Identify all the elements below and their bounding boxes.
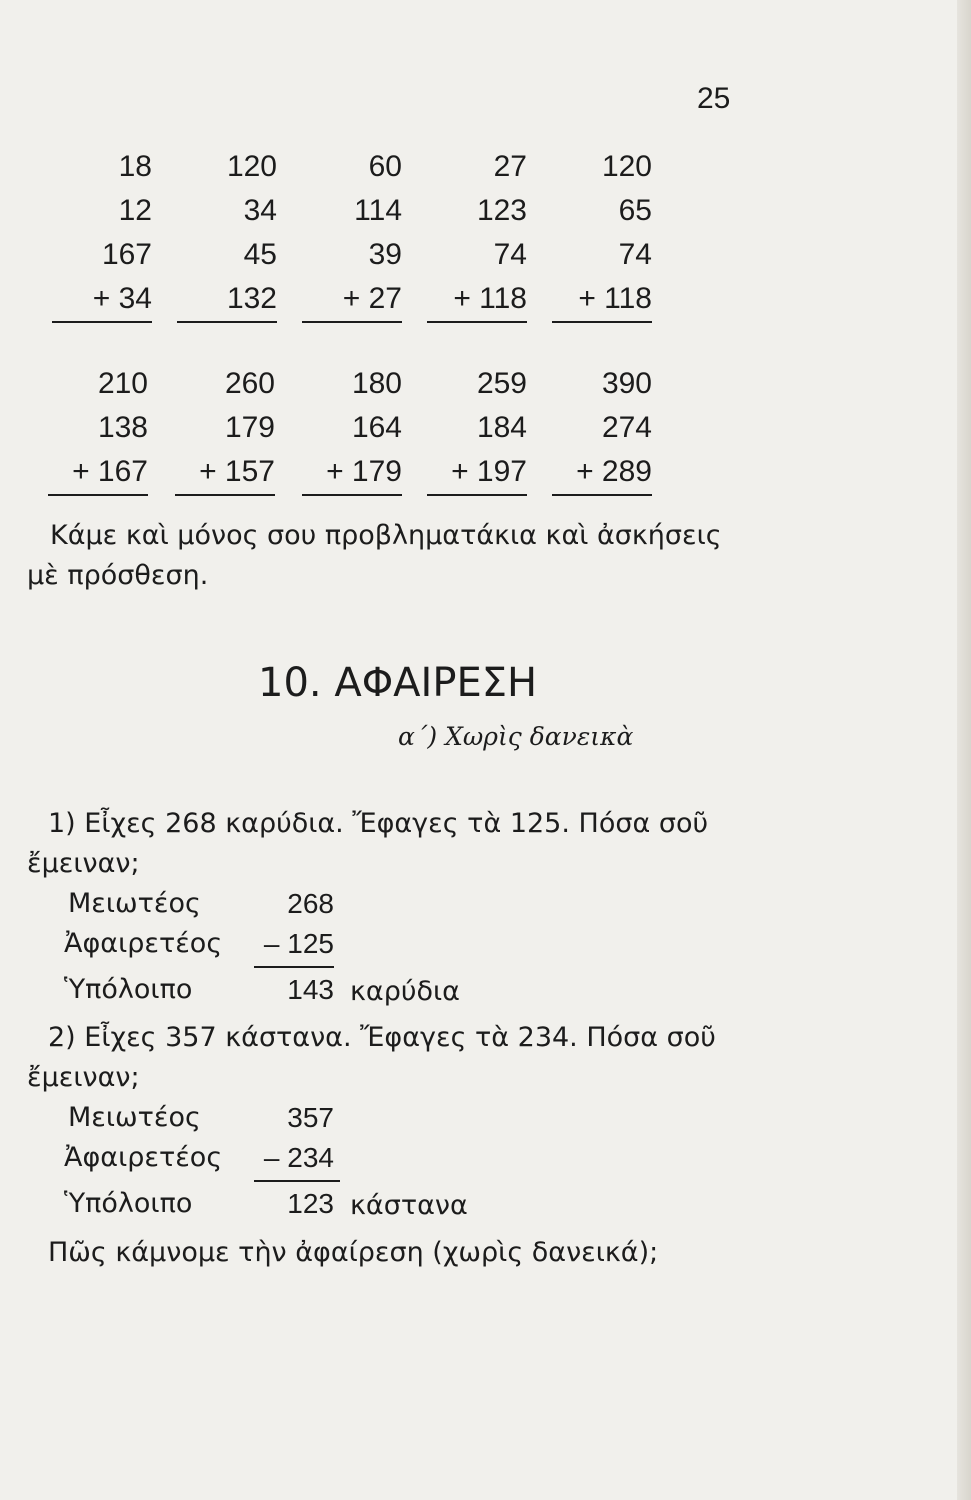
remainder-label: Ὑπόλοιπο bbox=[64, 974, 193, 1005]
addend: 65 bbox=[618, 194, 652, 227]
subtrahend-label: Ἀφαιρετέος bbox=[64, 928, 223, 959]
remainder-label: Ὑπόλοιπο bbox=[64, 1188, 193, 1219]
addend: 274 bbox=[601, 411, 652, 444]
addend-last: + 118 bbox=[427, 277, 527, 323]
addition-block bbox=[48, 362, 148, 496]
subtrahend-value: – 234 bbox=[263, 1142, 334, 1173]
addition-block bbox=[302, 362, 402, 496]
addend: 179 bbox=[224, 411, 275, 444]
addend-last: + 34 bbox=[52, 277, 152, 323]
addend: 39 bbox=[368, 238, 402, 271]
problem1-line1: 1) Εἶχες 268 καρύδια. Ἔφαγες τὰ 125. Πόσα σοῦ bbox=[48, 808, 709, 839]
subtrahend-value: – 125 bbox=[263, 928, 334, 959]
minuend-value: 357 bbox=[287, 1102, 334, 1133]
addition-block bbox=[177, 145, 277, 323]
subtrahend-label: Ἀφαιρετέος bbox=[64, 1142, 223, 1173]
closing-question: Πῶς κάμνομε τὴν ἀφαίρεση (χωρὶς δανεικά); bbox=[48, 1237, 659, 1268]
section-title: 10. ΑΦΑΙΡΕΣΗ bbox=[258, 660, 538, 706]
addend: 390 bbox=[601, 367, 652, 400]
problem2-line1: 2) Εἶχες 357 κάστανα. Ἔφαγες τὰ 234. Πόσα σοῦ bbox=[48, 1022, 716, 1053]
problem1-line2: ἔμειναν; bbox=[27, 848, 140, 879]
addend: 167 bbox=[101, 238, 152, 271]
addend: 180 bbox=[351, 367, 402, 400]
addend-last: + 289 bbox=[552, 450, 652, 496]
remainder-unit: καρύδια bbox=[350, 976, 460, 1007]
remainder-unit: κάστανα bbox=[350, 1190, 468, 1221]
addition-block bbox=[427, 145, 527, 323]
addend: 210 bbox=[97, 367, 148, 400]
addend: 27 bbox=[493, 150, 527, 183]
addend: 260 bbox=[224, 367, 275, 400]
addend-last: 132 bbox=[177, 277, 277, 323]
addition-block bbox=[552, 145, 652, 323]
addend: 114 bbox=[354, 194, 402, 227]
addend: 12 bbox=[118, 194, 152, 227]
addend: 123 bbox=[476, 194, 527, 227]
addend: 259 bbox=[476, 367, 527, 400]
addend: 60 bbox=[368, 150, 402, 183]
exercise-note-line1: Κάμε καὶ μόνος σου προβληματάκια καὶ ἀσκήσεις bbox=[50, 520, 722, 551]
addend: 120 bbox=[226, 150, 277, 183]
addition-block bbox=[552, 362, 652, 496]
addend-last: + 118 bbox=[552, 277, 652, 323]
page-number: 25 bbox=[697, 82, 731, 115]
addition-block bbox=[175, 362, 275, 496]
minuend-value: 268 bbox=[287, 888, 334, 919]
subtraction-rule bbox=[254, 966, 334, 968]
addend: 18 bbox=[118, 150, 152, 183]
addend: 120 bbox=[601, 150, 652, 183]
addition-block bbox=[427, 362, 527, 496]
addition-block bbox=[302, 145, 402, 323]
page-edge bbox=[957, 0, 971, 1500]
addend: 74 bbox=[493, 238, 527, 271]
addend: 34 bbox=[243, 194, 277, 227]
addend-last: + 157 bbox=[175, 450, 275, 496]
addition-block bbox=[52, 145, 152, 323]
addend: 74 bbox=[618, 238, 652, 271]
remainder-value: 123 bbox=[287, 1188, 334, 1219]
exercise-note-line2: μὲ πρόσθεση. bbox=[27, 560, 209, 591]
addend-last: + 27 bbox=[302, 277, 402, 323]
subtraction-rule bbox=[254, 1180, 340, 1182]
section-subtitle: α΄) Χωρὶς δανεικὰ bbox=[398, 722, 634, 751]
addend: 164 bbox=[351, 411, 402, 444]
remainder-value: 143 bbox=[287, 974, 334, 1005]
addend: 138 bbox=[97, 411, 148, 444]
addend-last: + 179 bbox=[302, 450, 402, 496]
addend: 45 bbox=[243, 238, 277, 271]
minuend-label: Μειωτέος bbox=[68, 1102, 201, 1133]
addend-last: + 167 bbox=[48, 450, 148, 496]
problem2-line2: ἔμειναν; bbox=[27, 1062, 140, 1093]
addend-last: + 197 bbox=[427, 450, 527, 496]
addend: 184 bbox=[476, 411, 527, 444]
minuend-label: Μειωτέος bbox=[68, 888, 201, 919]
